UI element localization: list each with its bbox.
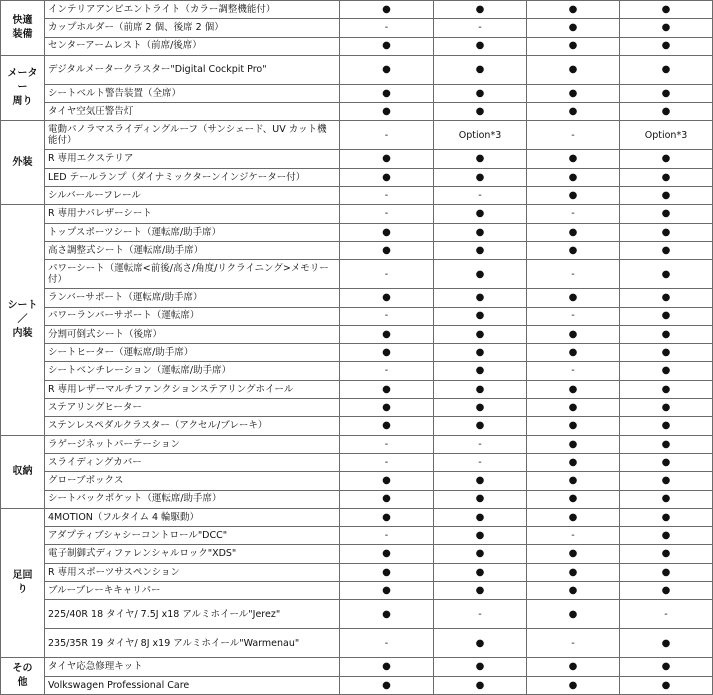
table-row (1, 19, 713, 37)
feature-name: グローブボックス (45, 472, 340, 490)
availability-cell: ● (434, 103, 527, 121)
availability-cell: ● (620, 527, 713, 545)
availability-cell: - (527, 121, 620, 150)
table-row (1, 399, 713, 417)
feature-name: ステアリングヒーター (45, 399, 340, 417)
table-row (1, 676, 713, 694)
availability-cell: - (527, 260, 620, 289)
feature-name: デジタルメータークラスター"Digital Cockpit Pro" (45, 55, 340, 84)
availability-cell: ● (620, 399, 713, 417)
availability-cell: ● (434, 289, 527, 307)
availability-cell: ● (620, 563, 713, 581)
availability-cell: ● (340, 344, 434, 362)
feature-name: スライディングカバー (45, 453, 340, 471)
availability-cell: ● (620, 582, 713, 600)
table-row (1, 362, 713, 380)
feature-name: パワーシート（運転席<前後/高さ/角度/リクライニング>メモリー付） (45, 260, 340, 289)
availability-cell: ● (620, 241, 713, 259)
availability-cell: - (340, 362, 434, 380)
availability-cell: - (340, 307, 434, 325)
table-row (1, 629, 713, 658)
availability-cell: ● (620, 260, 713, 289)
feature-name: カップホルダー（前席 2 個、後席 2 個） (45, 19, 340, 37)
availability-cell: ● (527, 223, 620, 241)
availability-cell: ● (434, 241, 527, 259)
availability-cell: ● (340, 103, 434, 121)
category-label-chassis: 足回 り (1, 508, 45, 657)
availability-cell: ● (434, 527, 527, 545)
availability-cell: ● (340, 490, 434, 508)
availability-cell: ● (620, 472, 713, 490)
table-row (1, 103, 713, 121)
availability-cell: ● (434, 150, 527, 168)
availability-cell: ● (527, 380, 620, 398)
availability-cell: ● (340, 37, 434, 55)
availability-cell: ● (527, 582, 620, 600)
availability-cell: - (527, 307, 620, 325)
table-row (1, 187, 713, 205)
table-row (1, 307, 713, 325)
table-row (1, 241, 713, 259)
availability-cell: ● (340, 289, 434, 307)
feature-name: 高さ調整式シート（運転席/助手席） (45, 241, 340, 259)
availability-cell: ● (620, 1, 713, 19)
availability-cell: ● (434, 472, 527, 490)
table-row (1, 435, 713, 453)
availability-cell: ● (527, 168, 620, 186)
feature-name: Volkswagen Professional Care (45, 676, 340, 694)
availability-cell: ● (527, 344, 620, 362)
feature-name: インテリアアンビエントライト（カラー調整機能付） (45, 1, 340, 19)
availability-cell: - (340, 205, 434, 223)
availability-cell: ● (340, 600, 434, 629)
availability-cell: ● (620, 380, 713, 398)
availability-cell: ● (620, 289, 713, 307)
availability-cell: ● (434, 629, 527, 658)
availability-cell: ● (620, 84, 713, 102)
feature-name: シートベンチレーション（運転席/助手席） (45, 362, 340, 380)
availability-cell: ● (620, 344, 713, 362)
table-row (1, 325, 713, 343)
availability-cell: ● (527, 187, 620, 205)
availability-cell: - (434, 19, 527, 37)
availability-cell: ● (434, 84, 527, 102)
availability-cell: ● (527, 600, 620, 629)
availability-cell: - (620, 600, 713, 629)
availability-cell: - (340, 453, 434, 471)
availability-cell: ● (527, 103, 620, 121)
availability-cell: - (340, 527, 434, 545)
availability-cell: ● (434, 55, 527, 84)
availability-cell: - (434, 187, 527, 205)
feature-name: ステンレスペダルクラスター（アクセル/ブレーキ） (45, 417, 340, 435)
availability-cell: ● (527, 19, 620, 37)
availability-cell: ● (340, 223, 434, 241)
feature-name: ブルーブレーキキャリパー (45, 582, 340, 600)
table-row (1, 223, 713, 241)
table-row (1, 582, 713, 600)
category-label-meter: メータ ー 周り (1, 55, 45, 121)
feature-name: 分割可倒式シート（後席） (45, 325, 340, 343)
availability-cell: ● (434, 307, 527, 325)
table-row (1, 472, 713, 490)
feature-name: LED テールランプ（ダイナミックターンインジケーター付） (45, 168, 340, 186)
availability-cell: ● (340, 563, 434, 581)
availability-cell: ● (527, 1, 620, 19)
table-row (1, 490, 713, 508)
availability-cell: ● (434, 325, 527, 343)
table-row (1, 121, 713, 150)
table-row (1, 1, 713, 19)
availability-cell: ● (527, 490, 620, 508)
availability-cell: - (434, 600, 527, 629)
availability-cell: - (340, 187, 434, 205)
feature-name: 電動パノラマスライディングルーフ（サンシェード、UV カット機能付） (45, 121, 340, 150)
availability-cell: - (434, 435, 527, 453)
table-row (1, 289, 713, 307)
table-row (1, 508, 713, 526)
availability-cell: ● (620, 168, 713, 186)
category-label-storage: 収納 (1, 435, 45, 508)
availability-cell: Option*3 (434, 121, 527, 150)
category-label-comfort: 快適 装備 (1, 1, 45, 56)
availability-cell: - (340, 121, 434, 150)
feature-name: タイヤ空気圧警告灯 (45, 103, 340, 121)
availability-cell: - (340, 629, 434, 658)
table-row (1, 453, 713, 471)
feature-name: R 専用エクステリア (45, 150, 340, 168)
availability-cell: ● (620, 19, 713, 37)
feature-name: センターアームレスト（前席/後席） (45, 37, 340, 55)
feature-name: 225/40R 18 タイヤ/ 7.5J x18 アルミホイール"Jerez" (45, 600, 340, 629)
table-row (1, 545, 713, 563)
availability-cell: - (434, 453, 527, 471)
availability-cell: ● (620, 435, 713, 453)
availability-cell: ● (434, 417, 527, 435)
availability-cell: ● (434, 582, 527, 600)
availability-cell: ● (434, 490, 527, 508)
availability-cell: ● (434, 1, 527, 19)
availability-cell: ● (527, 37, 620, 55)
table-row (1, 344, 713, 362)
availability-cell: ● (527, 563, 620, 581)
table-row (1, 84, 713, 102)
table-row (1, 55, 713, 84)
feature-name: 4MOTION（フルタイム 4 輪駆動） (45, 508, 340, 526)
feature-name: シルバールーフレール (45, 187, 340, 205)
table-row (1, 380, 713, 398)
availability-cell: ● (340, 241, 434, 259)
availability-cell: ● (527, 676, 620, 694)
availability-cell: ● (620, 490, 713, 508)
availability-cell: ● (434, 223, 527, 241)
availability-cell: - (527, 205, 620, 223)
availability-cell: ● (527, 399, 620, 417)
availability-cell: ● (340, 55, 434, 84)
availability-cell: ● (434, 658, 527, 676)
availability-cell: - (340, 19, 434, 37)
feature-name: R 専用スポーツサスペンション (45, 563, 340, 581)
availability-cell: ● (434, 563, 527, 581)
availability-cell: ● (527, 241, 620, 259)
feature-name: タイヤ応急修理キット (45, 658, 340, 676)
feature-name: シートバックポケット（運転席/助手席） (45, 490, 340, 508)
table-row (1, 658, 713, 676)
availability-cell: - (527, 527, 620, 545)
availability-cell: ● (620, 205, 713, 223)
availability-cell: ● (340, 380, 434, 398)
availability-cell: ● (340, 168, 434, 186)
table-row (1, 563, 713, 581)
availability-cell: ● (620, 325, 713, 343)
availability-cell: ● (620, 223, 713, 241)
availability-cell: ● (340, 508, 434, 526)
availability-cell: ● (434, 344, 527, 362)
availability-cell: ● (527, 84, 620, 102)
availability-cell: ● (620, 545, 713, 563)
availability-cell: ● (434, 545, 527, 563)
feature-name: アダプティブシャシーコントロール"DCC" (45, 527, 340, 545)
table-row (1, 417, 713, 435)
availability-cell: ● (340, 399, 434, 417)
availability-cell: ● (527, 55, 620, 84)
table-row (1, 150, 713, 168)
availability-cell: ● (527, 289, 620, 307)
category-label-exterior: 外装 (1, 121, 45, 205)
availability-cell: ● (620, 453, 713, 471)
feature-name: トップスポーツシート（運転席/助手席） (45, 223, 340, 241)
availability-cell: ● (620, 658, 713, 676)
availability-cell: ● (527, 325, 620, 343)
availability-cell: ● (620, 417, 713, 435)
availability-cell: ● (434, 260, 527, 289)
availability-cell: - (527, 362, 620, 380)
availability-cell: ● (527, 508, 620, 526)
availability-cell: ● (340, 1, 434, 19)
availability-cell: ● (620, 103, 713, 121)
table-row (1, 600, 713, 629)
availability-cell: Option*3 (620, 121, 713, 150)
feature-name: ランバーサポート（運転席/助手席） (45, 289, 340, 307)
feature-name: R 専用レザーマルチファンクションステアリングホイール (45, 380, 340, 398)
availability-cell: ● (620, 362, 713, 380)
availability-cell: ● (527, 150, 620, 168)
table-row (1, 205, 713, 223)
availability-cell: ● (527, 453, 620, 471)
availability-cell: ● (340, 325, 434, 343)
table-row (1, 527, 713, 545)
availability-cell: ● (620, 187, 713, 205)
availability-cell: ● (340, 545, 434, 563)
availability-cell: ● (340, 150, 434, 168)
table-row (1, 37, 713, 55)
availability-cell: ● (340, 84, 434, 102)
availability-cell: ● (527, 658, 620, 676)
availability-cell: ● (620, 150, 713, 168)
feature-name: ラゲージネットパーテーション (45, 435, 340, 453)
availability-cell: ● (340, 582, 434, 600)
availability-cell: ● (434, 362, 527, 380)
availability-cell: ● (620, 307, 713, 325)
availability-cell: ● (527, 472, 620, 490)
availability-cell: ● (527, 417, 620, 435)
feature-name: 235/35R 19 タイヤ/ 8J x19 アルミホイール"Warmenau" (45, 629, 340, 658)
availability-cell: ● (527, 435, 620, 453)
category-label-other: その 他 (1, 658, 45, 695)
feature-name: R 専用ナパレザーシート (45, 205, 340, 223)
availability-cell: - (527, 629, 620, 658)
availability-cell: ● (434, 168, 527, 186)
availability-cell: ● (340, 417, 434, 435)
feature-name: シートベルト警告装置（全席） (45, 84, 340, 102)
availability-cell: - (340, 435, 434, 453)
category-label-seat-interior: シート ／ 内装 (1, 205, 45, 435)
feature-name: パワーランバーサポート（運転席） (45, 307, 340, 325)
availability-cell: ● (340, 658, 434, 676)
feature-name: 電子制御式ディファレンシャルロック"XDS" (45, 545, 340, 563)
equipment-spec-body (1, 1, 713, 695)
availability-cell: ● (434, 380, 527, 398)
availability-cell: ● (434, 205, 527, 223)
availability-cell: ● (620, 508, 713, 526)
availability-cell: ● (620, 629, 713, 658)
availability-cell: ● (620, 676, 713, 694)
feature-name: シートヒーター（運転席/助手席） (45, 344, 340, 362)
availability-cell: ● (434, 508, 527, 526)
availability-cell: ● (620, 55, 713, 84)
table-row (1, 260, 713, 289)
availability-cell: ● (340, 472, 434, 490)
availability-cell: ● (434, 399, 527, 417)
availability-cell: ● (434, 676, 527, 694)
availability-cell: ● (340, 676, 434, 694)
table-row (1, 168, 713, 186)
availability-cell: - (340, 260, 434, 289)
availability-cell: ● (527, 545, 620, 563)
availability-cell: ● (434, 37, 527, 55)
availability-cell: ● (620, 37, 713, 55)
